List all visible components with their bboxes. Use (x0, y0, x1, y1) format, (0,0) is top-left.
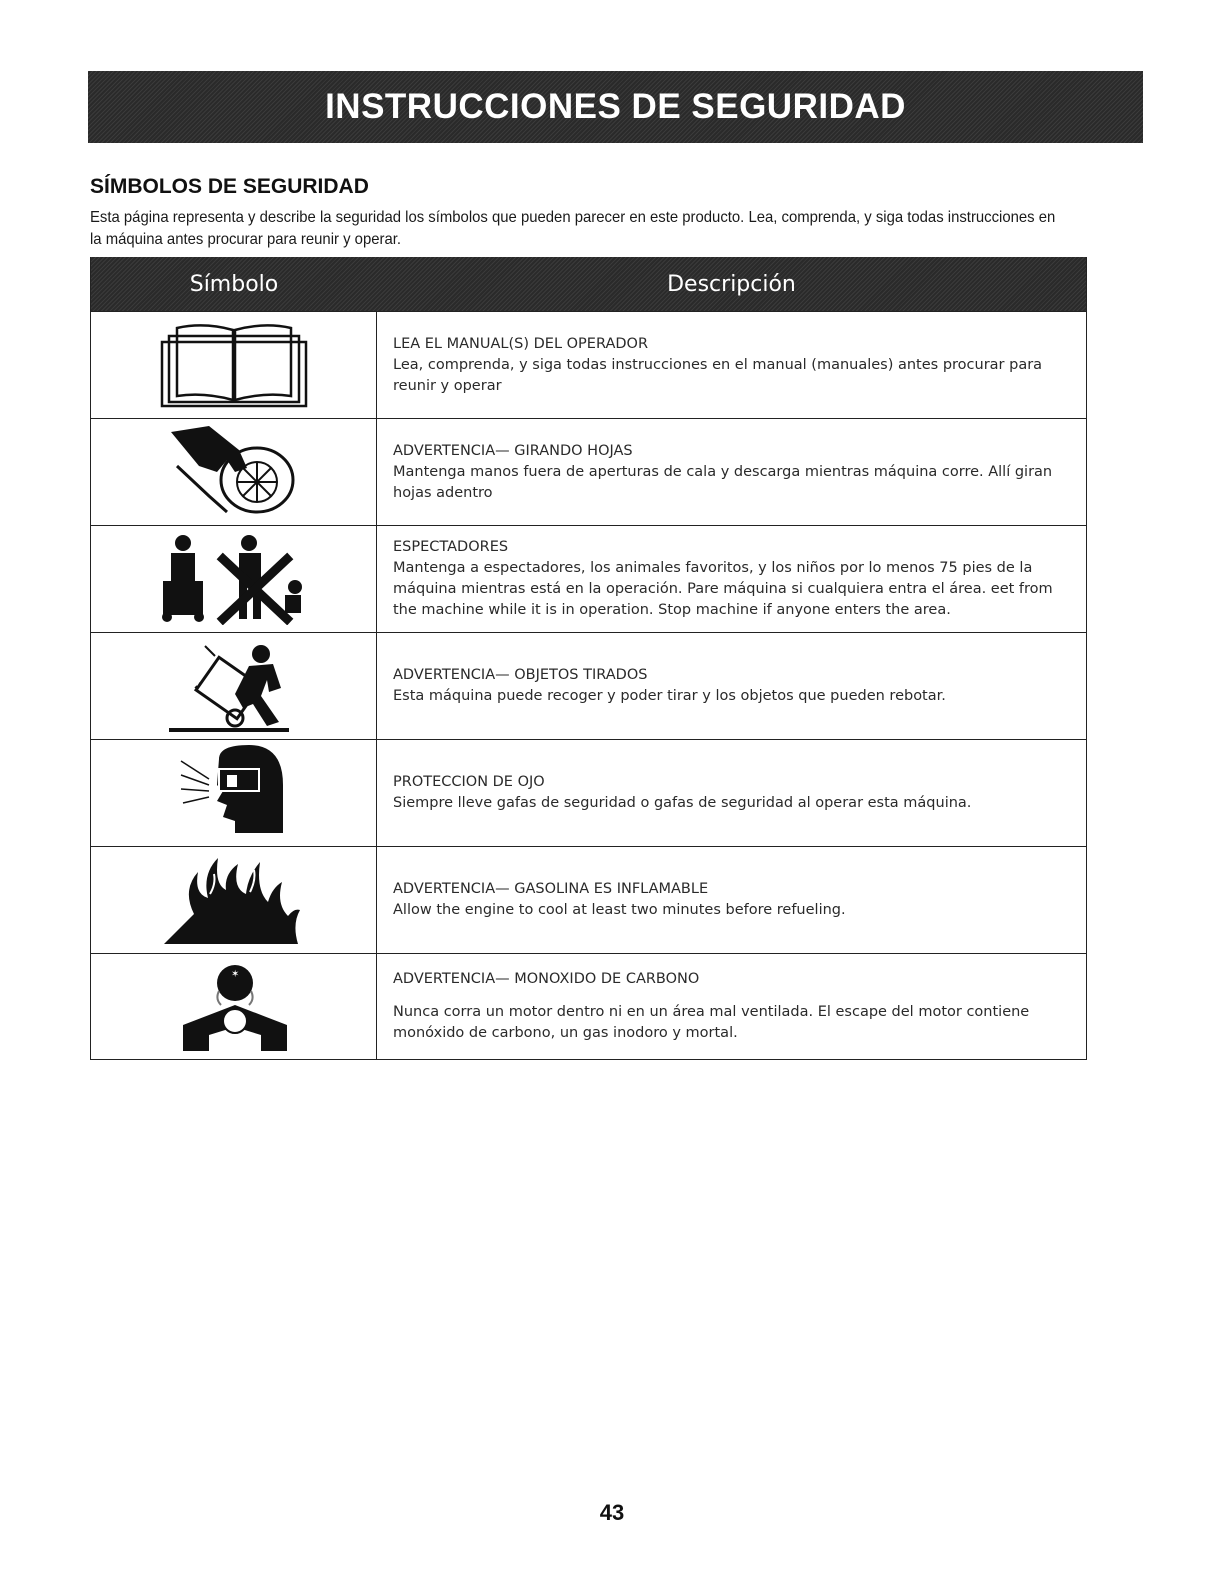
table-row (91, 312, 1086, 419)
row-text: Allow the engine to cool at least two minutes before refueling. (393, 902, 846, 918)
row-text: Siempre lleve gafas de seguridad o gafas de seguridad al operar esta máquina. (393, 795, 972, 811)
thrown-objects-icon (169, 638, 299, 734)
header-symbol: Símbolo (189, 271, 279, 297)
page-number: 43 (599, 1500, 625, 1525)
svg-text:✶: ✶ (230, 968, 239, 980)
operator-manual-icon (159, 320, 309, 410)
row-title: ADVERTENCIA— OBJETOS TIRADOS (393, 667, 648, 683)
symbol-cell (91, 419, 377, 525)
section-intro: Esta página representa y describe la seguridad los símbolos que pueden parecer en este producto. Lea, comprenda, y siga todas instrucciones en la máquina antes procurar para reunir y operar. (90, 209, 1056, 248)
table-row (91, 954, 1086, 1059)
page-title: INSTRUCCIONES DE SEGURIDAD (325, 87, 906, 126)
safety-symbols-table (90, 257, 1087, 1060)
header-banner (88, 71, 1143, 143)
symbol-cell (91, 633, 377, 739)
symbol-cell (91, 526, 377, 632)
symbol-cell (91, 847, 377, 953)
row-title: LEA EL MANUAL(S) DEL OPERADOR (393, 335, 649, 352)
symbol-cell (91, 312, 377, 418)
row-text: Mantenga manos fuera de aperturas de cala y descarga mientras máquina corre. Allí giran hojas adentro (393, 463, 1053, 501)
row-text: Nunca corra un motor dentro ni en un área mal ventilada. El escape del motor contiene monóxido de carbono, un gas inodoro y mortal. (393, 1004, 1030, 1041)
eye-protection-icon (179, 745, 289, 841)
flammable-flame-icon (164, 854, 304, 946)
row-text: Mantenga a espectadores, los animales favoritos, y los niños por lo menos 75 pies de la máquina mientras está en la operación. Pare máquina si cualquiera entra el área. eet from the machine while it is in operation. Stop machine if anyone enters the area. (393, 560, 1053, 618)
symbol-cell (91, 954, 377, 1059)
row-title: PROTECCION DE OJO (393, 774, 545, 790)
table-row (91, 633, 1086, 740)
carbon-monoxide-icon (179, 961, 289, 1053)
rotating-blades-hand-icon (169, 426, 299, 518)
table-header (91, 257, 1086, 312)
section-title: SÍMBOLOS DE SEGURIDAD (90, 175, 369, 198)
row-title: ADVERTENCIA— GASOLINA ES INFLAMABLE (393, 881, 709, 897)
row-title: ESPECTADORES (393, 539, 509, 555)
bystanders-icon (159, 533, 309, 625)
row-title: ADVERTENCIA— GIRANDO HOJAS (393, 442, 633, 459)
table-row (91, 526, 1086, 633)
row-text: Lea, comprenda, y siga todas instrucciones en el manual (manuales) antes procurar para reunir y operar (393, 356, 1043, 394)
symbol-cell (91, 740, 377, 846)
header-description: Descripción (667, 271, 796, 297)
row-text: Esta máquina puede recoger y poder tirar y los objetos que pueden rebotar. (393, 688, 946, 704)
table-row (91, 419, 1086, 526)
table-row (91, 847, 1086, 954)
row-title: ADVERTENCIA— MONOXIDO DE CARBONO (393, 971, 700, 987)
table-row (91, 740, 1086, 847)
